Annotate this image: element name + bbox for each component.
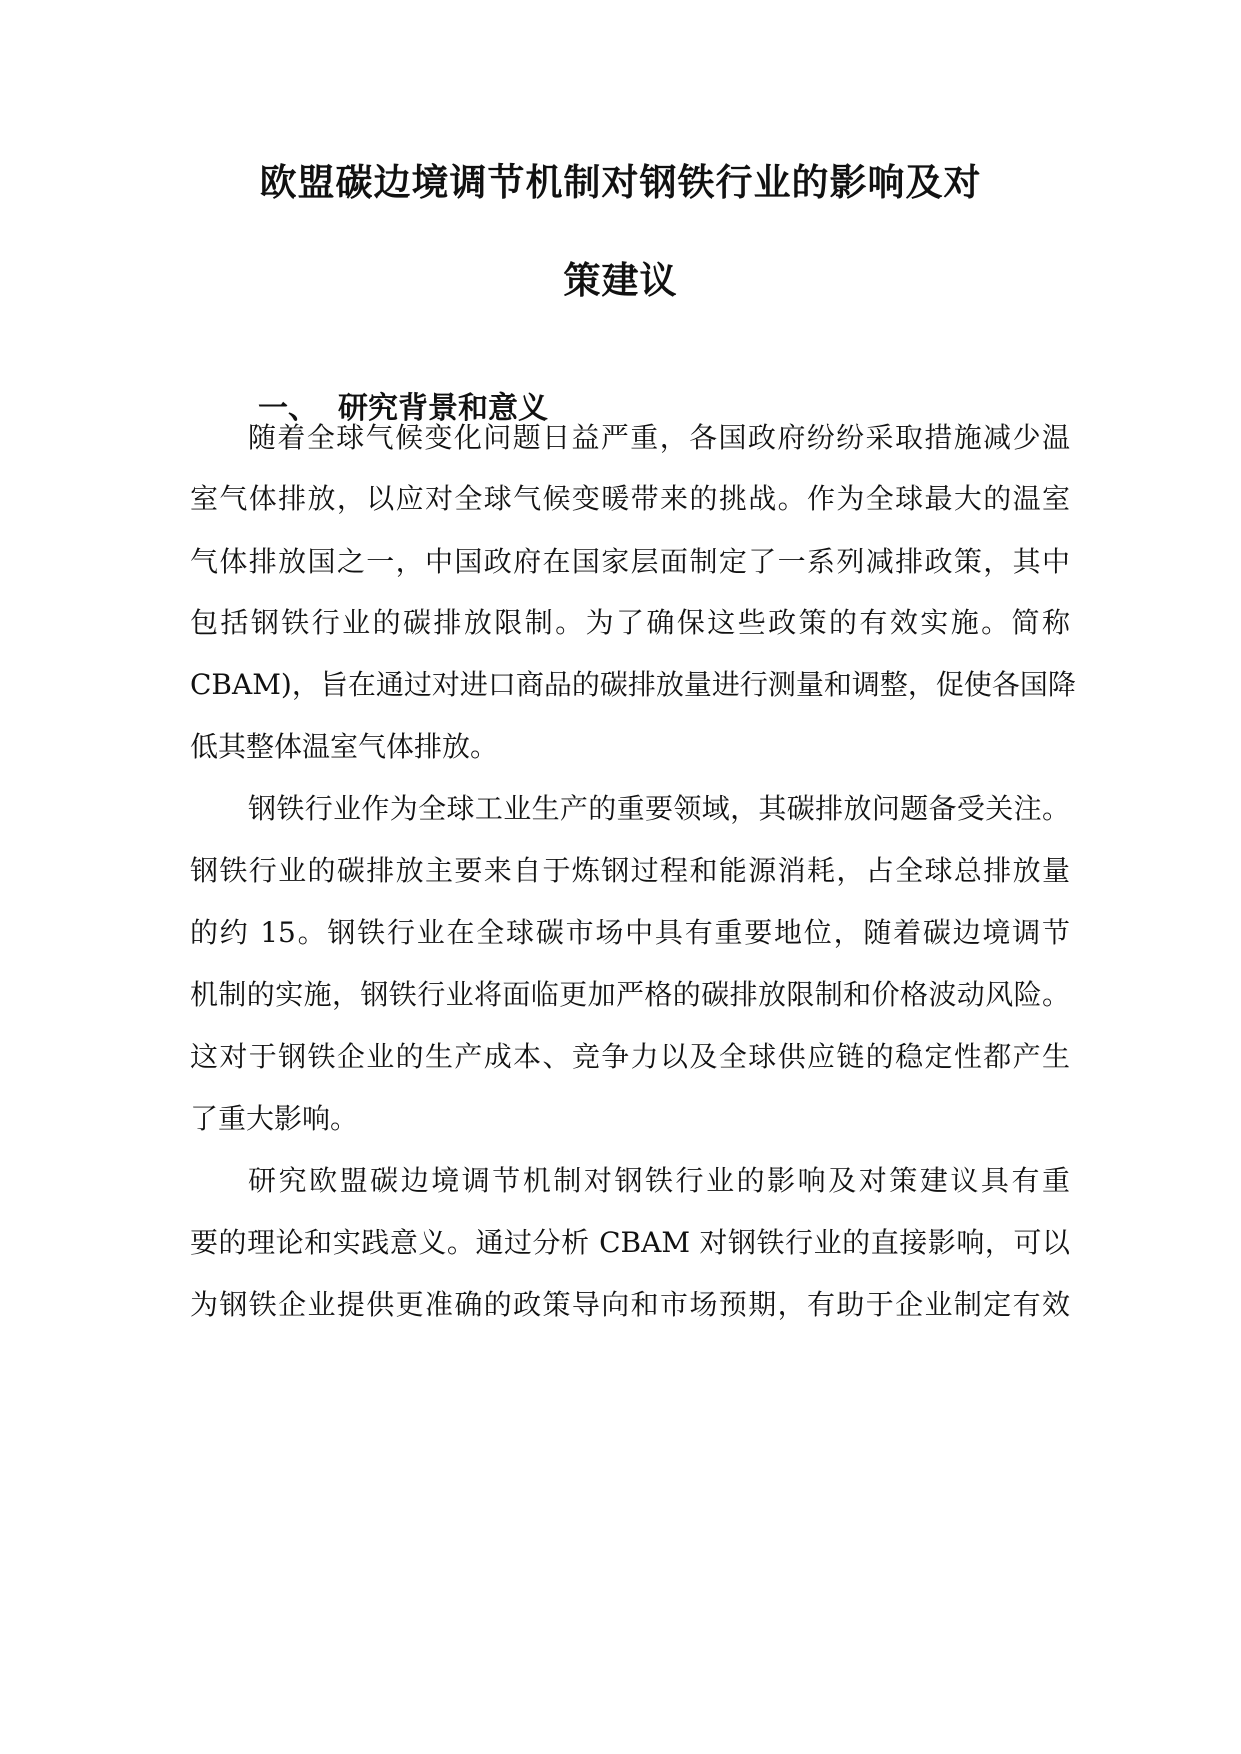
document-title-line-2: 策建议 bbox=[563, 259, 678, 302]
paragraph-1-line-3: 气体排放国之一，中国政府在国家层面制定了一系列减排政策，其中 bbox=[190, 545, 1070, 578]
paragraph-1-line-1: 随着全球气候变化问题日益严重，各国政府纷纷采取措施减少温 bbox=[248, 421, 1070, 454]
section-number: 一、 bbox=[258, 391, 318, 426]
paragraph-2-line-4: 机制的实施，钢铁行业将面临更加严格的碳排放限制和价格波动风险。 bbox=[190, 978, 1070, 1011]
paragraph-2-line-1: 钢铁行业作为全球工业生产的重要领域，其碳排放问题备受关注。 bbox=[248, 792, 1070, 825]
paragraph-1-line-2: 室气体排放，以应对全球气候变暖带来的挑战。作为全球最大的温室 bbox=[190, 482, 1070, 515]
paragraph-2-line-3: 的约 15。钢铁行业在全球碳市场中具有重要地位，随着碳边境调节 bbox=[190, 916, 1070, 949]
paragraph-3-line-3: 为钢铁企业提供更准确的政策导向和市场预期，有助于企业制定有效 bbox=[190, 1288, 1070, 1321]
section-title: 研究背景和意义 bbox=[338, 391, 548, 426]
paragraph-2-line-2: 钢铁行业的碳排放主要来自于炼钢过程和能源消耗，占全球总排放量 bbox=[190, 854, 1070, 887]
paragraph-3-line-1: 研究欧盟碳边境调节机制对钢铁行业的影响及对策建议具有重 bbox=[248, 1164, 1070, 1197]
paragraph-1-line-5: CBAM)，旨在通过对进口商品的碳排放量进行测量和调整，促使各国降 bbox=[190, 668, 1076, 701]
paragraph-3-line-2: 要的理论和实践意义。通过分析 CBAM 对钢铁行业的直接影响，可以 bbox=[190, 1226, 1070, 1259]
document-title-line-1: 欧盟碳边境调节机制对钢铁行业的影响及对 bbox=[259, 161, 982, 204]
paragraph-2-line-5: 这对于钢铁企业的生产成本、竞争力以及全球供应链的稳定性都产生 bbox=[190, 1040, 1070, 1073]
paragraph-1-line-6: 低其整体温室气体排放。 bbox=[190, 730, 499, 763]
paragraph-1-line-4: 包括钢铁行业的碳排放限制。为了确保这些政策的有效实施。简称 bbox=[190, 606, 1070, 639]
paragraph-2-line-6: 了重大影响。 bbox=[190, 1102, 359, 1135]
